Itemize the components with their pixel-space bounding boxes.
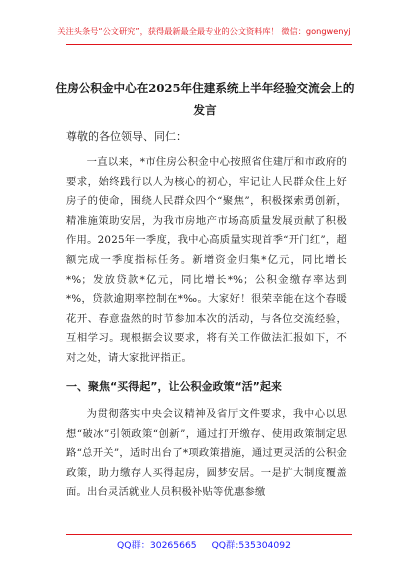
body-paragraph-1: 一直以来，*市住房公积金中心按照省住建厅和市政府的要求，始终践行以人为核心的初心，牢记让人民群众住上好房子的使命，围绕人民群众四个“聚焦”，积极探索勇创新，精准施策助安居，为我市房地产市场高质量发展贡献了积极作用。2025年一季度，我中心高质量实现首季“开门红”，超额完成一季度指标任务。新增资金归集*亿元，同比增长*%；发放贷款*亿元，同比增长*%；公积金缴存率达到*%，贷款逾期率控制在*‰。大家好！很荣幸能在这个春暖花开、春意盎然的时节参加本次的活动，与各位交流经验，互相学习。现根据会议要求，将有关工作做法汇报如下，不对之处，请大家批评指正。 [66, 156, 347, 364]
footer-qq-group-2[interactable]: QQ群:535304092 [211, 540, 291, 551]
header-divider [66, 44, 352, 45]
salutation: 尊敬的各位领导、同仁： [66, 130, 187, 143]
header-banner[interactable]: 关注头条号“公文研究”，获得最新最全最专业的公文资料库！ 微信：gongwenyj [57, 26, 351, 36]
document-title: 住房公积金中心在2025年住建系统上半年经验交流会上的发言 [55, 81, 355, 117]
footer [0, 537, 408, 551]
footer-divider [66, 534, 352, 535]
body-paragraph-2: 为贯彻落实中央会议精神及省厅文件要求，我中心以思想“破冰”引领政策“创新”，通过打开缴存、使用政策制定思路“总开关”，适时出台了*项政策措施，通过更灵活的公积金政策，助力缴存人买得起房，圆梦安居。一是扩大制度覆盖面。出台灵活就业人员积极补贴等优惠参缴 [66, 408, 347, 499]
section-heading-1: 一、聚焦“买得起”，让公积金政策“活”起来 [66, 380, 282, 393]
footer-qq-group-1[interactable]: QQ群：30265665 [117, 540, 197, 551]
